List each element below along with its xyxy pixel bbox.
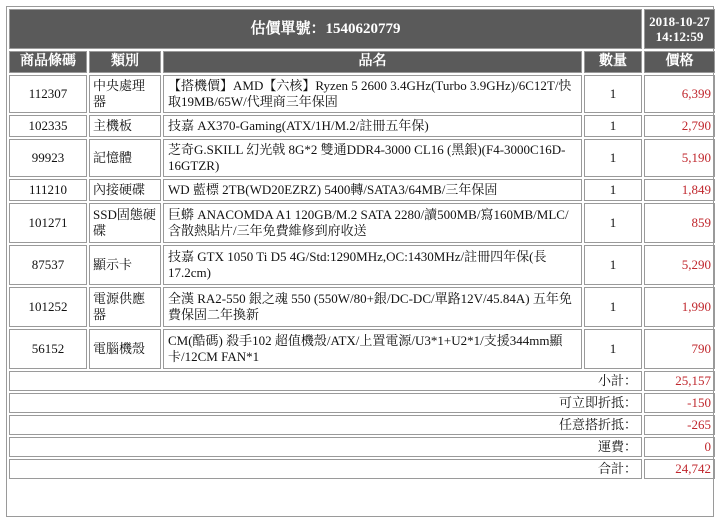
item-code: 102335 (9, 115, 87, 137)
bundle-discount-value: -265 (644, 415, 715, 435)
item-price: 6,399 (644, 75, 715, 113)
col-header-qty: 數量 (584, 51, 642, 73)
col-header-category: 類別 (89, 51, 161, 73)
item-code: 101252 (9, 287, 87, 327)
table-row (9, 75, 715, 113)
item-name: 技嘉 GTX 1050 Ti D5 4G/Std:1290MHz,OC:1430MHz/註冊四年保(長17.2cm) (163, 245, 582, 285)
table-row (9, 329, 715, 369)
summary-row (9, 371, 715, 391)
summary-row (9, 437, 715, 457)
item-code: 99923 (9, 139, 87, 177)
quote-sheet (6, 6, 714, 517)
table-row (9, 115, 715, 137)
table-row (9, 179, 715, 201)
item-qty: 1 (584, 139, 642, 177)
item-price: 859 (644, 203, 715, 243)
item-code: 101271 (9, 203, 87, 243)
subtotal-value: 25,157 (644, 371, 715, 391)
item-category: SSD固態硬碟 (89, 203, 161, 243)
summary-row (9, 415, 715, 435)
item-price: 1,990 (644, 287, 715, 327)
quote-table (7, 7, 717, 481)
item-name: WD 藍標 2TB(WD20EZRZ) 5400轉/SATA3/64MB/三年保固 (163, 179, 582, 201)
item-name: 芝奇G.SKILL 幻光戟 8G*2 雙通DDR4-3000 CL16 (黑銀)(F4-3000C16D-16GTZR) (163, 139, 582, 177)
shipping-value: 0 (644, 437, 715, 457)
instant-discount-value: -150 (644, 393, 715, 413)
table-row (9, 287, 715, 327)
item-category: 內接硬碟 (89, 179, 161, 201)
table-row (9, 245, 715, 285)
item-qty: 1 (584, 329, 642, 369)
item-name: 【搭機價】AMD【六核】Ryzen 5 2600 3.4GHz(Turbo 3.9GHz)/6C12T/快取19MB/65W/代理商三年保固 (163, 75, 582, 113)
subtotal-label: 小計： (9, 371, 642, 391)
total-value: 24,742 (644, 459, 715, 479)
item-qty: 1 (584, 287, 642, 327)
instant-discount-label: 可立即折抵： (9, 393, 642, 413)
item-price: 1,849 (644, 179, 715, 201)
summary-row (9, 459, 715, 479)
item-code: 56152 (9, 329, 87, 369)
bundle-discount-label: 任意搭折抵： (9, 415, 642, 435)
quote-time: 14:12:59 (655, 29, 704, 44)
quote-number: 估價單號：1540620779 (9, 9, 642, 49)
column-headers (9, 51, 715, 73)
item-category: 顯示卡 (89, 245, 161, 285)
item-price: 2,790 (644, 115, 715, 137)
col-header-price: 價格 (644, 51, 715, 73)
item-qty: 1 (584, 203, 642, 243)
item-name: 巨蟒 ANACOMDA A1 120GB/M.2 SATA 2280/讀500MB/寫160MB/MLC/含散熱貼片/三年免費維修到府收送 (163, 203, 582, 243)
item-name: CM(酷碼) 殺手102 超值機殼/ATX/上置電源/U3*1+U2*1/支援344mm顯卡/12CM FAN*1 (163, 329, 582, 369)
item-code: 111210 (9, 179, 87, 201)
item-name: 技嘉 AX370-Gaming(ATX/1H/M.2/註冊五年保) (163, 115, 582, 137)
item-category: 中央處理器 (89, 75, 161, 113)
item-price: 790 (644, 329, 715, 369)
item-qty: 1 (584, 245, 642, 285)
quote-datetime (644, 9, 715, 49)
item-name: 全漢 RA2-550 銀之魂 550 (550W/80+銀/DC-DC/單路12V/45.84A) 五年免費保固二年換新 (163, 287, 582, 327)
table-row (9, 203, 715, 243)
table-row (9, 139, 715, 177)
item-qty: 1 (584, 115, 642, 137)
total-label: 合計： (9, 459, 642, 479)
col-header-name: 品名 (163, 51, 582, 73)
item-price: 5,290 (644, 245, 715, 285)
item-code: 87537 (9, 245, 87, 285)
item-qty: 1 (584, 75, 642, 113)
item-price: 5,190 (644, 139, 715, 177)
shipping-label: 運費： (9, 437, 642, 457)
quote-date: 2018-10-27 (649, 14, 710, 29)
item-category: 主機板 (89, 115, 161, 137)
item-qty: 1 (584, 179, 642, 201)
item-code: 112307 (9, 75, 87, 113)
col-header-code: 商品條碼 (9, 51, 87, 73)
item-category: 電源供應器 (89, 287, 161, 327)
item-category: 記憶體 (89, 139, 161, 177)
summary-row (9, 393, 715, 413)
item-category: 電腦機殼 (89, 329, 161, 369)
